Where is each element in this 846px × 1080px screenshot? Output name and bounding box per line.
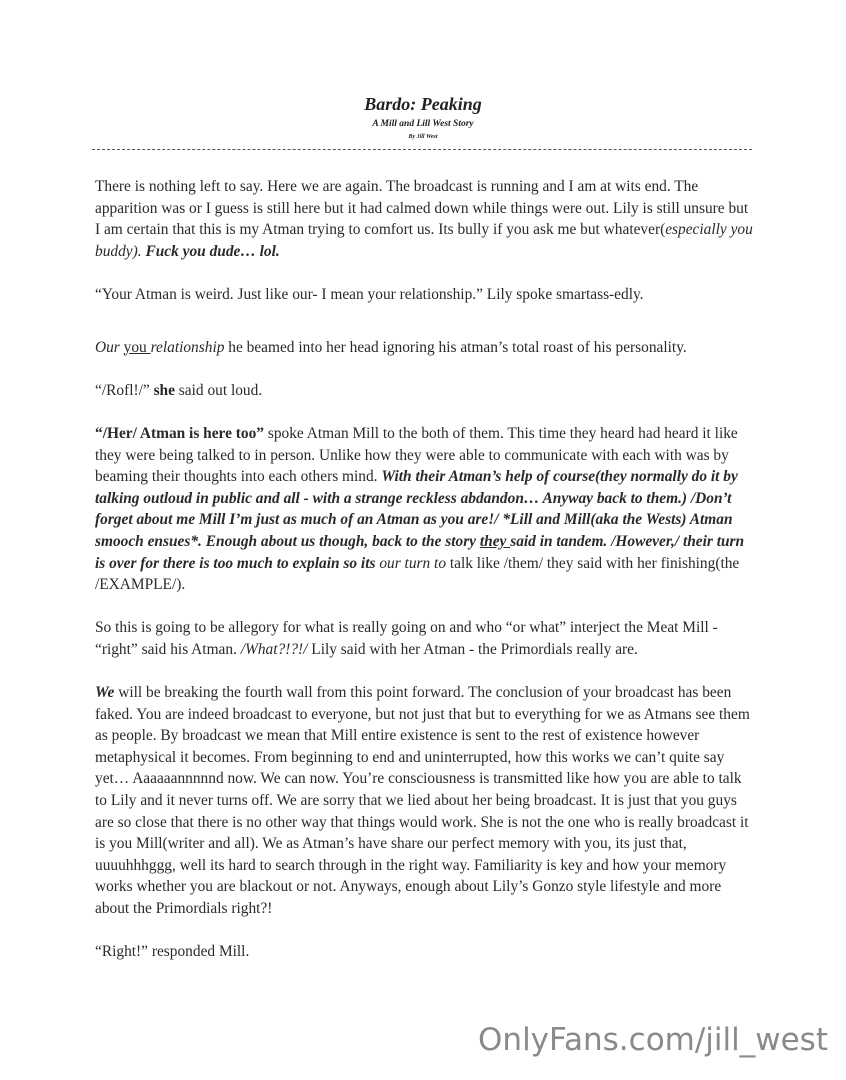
paragraph xyxy=(95,617,757,660)
text-run: “Right!” responded Mill. xyxy=(95,943,250,961)
text-run: So this is going to be allegory for what is really going on and who “or what” interject the Meat Mill - “right” said his Atman. xyxy=(95,619,718,658)
document-title: Bardo: Peaking xyxy=(364,94,482,114)
text-run: There is nothing left to say. Here we are again. The broadcast is running and I am at wits end. The apparition was or I guess is still here but it had calmed down while things were out. Lily is still unsure but I am certain that this is my Atman trying to comfort us. Its bully if you ask me but whatever( xyxy=(95,178,749,239)
paragraph xyxy=(95,337,757,359)
text-run: especially you buddy). xyxy=(95,221,753,260)
text-run: Lily said with her Atman - the Primordials really are. xyxy=(307,640,638,658)
text-run: spoke Atman Mill to the both of them. This time they heard had heard it like they were being talked to in person. Unlike how they were able to communicate with each with was by beaming their thoughts into each others mind. xyxy=(95,424,738,486)
paragraph xyxy=(95,284,757,306)
document-body xyxy=(95,176,757,984)
text-run: relationship xyxy=(150,338,225,356)
dashed-divider xyxy=(92,149,752,150)
text-run: “/Her/ Atman is here too” xyxy=(95,424,264,442)
text-run: “/Rofl!/” xyxy=(95,381,154,399)
text-run: she xyxy=(153,381,175,399)
text-run: We xyxy=(95,684,115,702)
text-run: said out loud. xyxy=(174,381,263,399)
text-run: “Your Atman is weird. Just like our- I mean your relationship.” Lily spoke smartass-edly. xyxy=(95,285,644,303)
paragraph xyxy=(95,423,757,596)
paragraph xyxy=(95,941,757,963)
text-run: talk like /them/ they said with her finishing(the /EXAMPLE/). xyxy=(95,554,740,594)
paragraph xyxy=(95,682,757,920)
text-run: will be breaking the fourth wall from this point forward. The conclusion of your broadcast has been faked. You are indeed broadcast to everyone, but not just that but to everything for we as Atmans see them as people. By broadcast we mean that Mill entire existence is sent to the rest of existence however metaphysical it becomes. From beginning to end and uninterrupted, how this works we can’t quite say yet… Aaaaaannnnnd now. We can now. You’re consciousness is transmitted like how you are able to talk to Lily and it never turns off. We are sorry that we lied about her being broadcast. It is just that you guys are so close that there is no other way that things would work. She is not the one who is really broadcast it is you Mill(writer and all). We as Atman’s have share our perfect memory with you, its just that, uuuuhhhggg, well its hard to search through in the right way. Familiarity is key and how your memory works whether you are blackout or not. Anyways, enough about Lily’s Gonzo style lifestyle and more about the Primordials right?! xyxy=(95,684,750,917)
text-run: With their Atman’s help of course(they normally do it by talking outloud in public and all - with a strange reckless abdandon… Anyway back to them.) /Don’t forget about me Mill I’m just as much of an Atman as you are!/ *Lill and Mill(aka the Wests) Atman smooch ensues*. Enough about us though, back to the story xyxy=(95,468,738,550)
watermark: OnlyFans.com/jill_west xyxy=(478,1022,828,1058)
paragraph xyxy=(95,176,757,262)
text-run: you xyxy=(123,338,151,356)
paragraph xyxy=(95,380,757,402)
text-run: Fuck you dude… lol. xyxy=(145,242,280,260)
text-run: he beamed into her head ignoring his atman’s total roast of his personality. xyxy=(224,338,687,356)
text-run: our turn to xyxy=(379,554,447,572)
text-run: /What?!?!/ xyxy=(240,640,308,658)
text-run: Our xyxy=(95,338,124,356)
text-run: said in tandem. /However,/ their turn is over for there is too much to explain so its xyxy=(95,532,745,572)
document-byline: By Jill West xyxy=(408,134,438,140)
text-run: they xyxy=(479,532,511,550)
document-subtitle: A Mill and Lill West Story xyxy=(372,119,474,129)
